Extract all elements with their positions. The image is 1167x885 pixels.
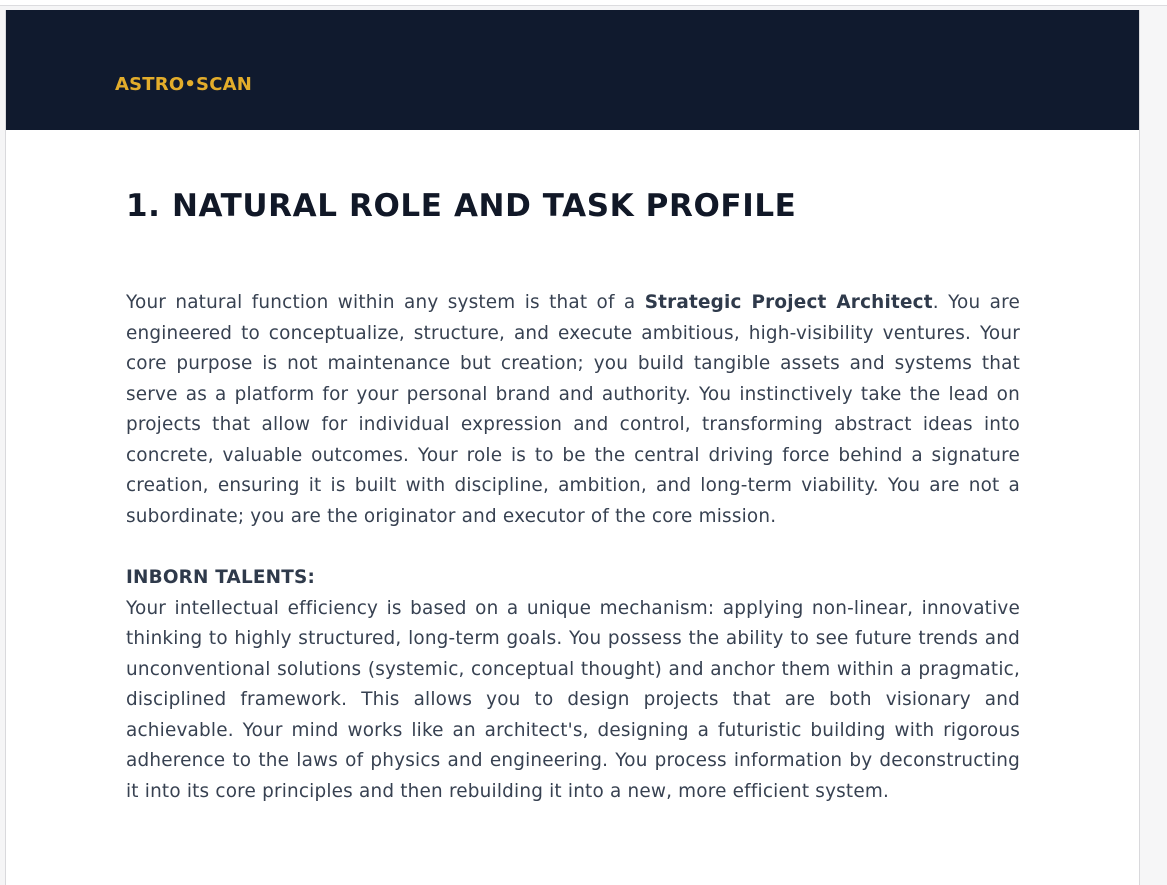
report-header: [6, 10, 1139, 130]
talents-heading: INBORN TALENTS:: [126, 567, 316, 588]
section-title: 1. NATURAL ROLE AND TASK PROFILE: [126, 188, 797, 224]
top-border: [0, 0, 1167, 6]
brand-logo-text: ASTRO•SCAN: [115, 74, 253, 95]
section-content: [126, 186, 1020, 807]
document-page: [5, 10, 1140, 885]
scrollbar-gutter[interactable]: [1140, 6, 1167, 885]
talents-paragraph: Your intellectual efficiency is based on a unique mechanism: applying non-linear, innovative thinking to highly structured, long-term goals. You possess the ability to see future trends and unconventional solutions (systemic, conceptual thought) and anchor them within a pragmatic, disciplined framework. This allows you to design projects that are both visionary and achievable. Your mind works like an architect's, designing a futuristic building with rigorous adherence to the laws of physics and engineering. You process information by deconstructing it into its core principles and then rebuilding it into a new, more efficient system.: [126, 597, 1020, 802]
role-emphasis: Strategic Project Architect: [644, 292, 933, 313]
intro-text-rest: . You are engineered to conceptualize, structure, and execute ambitious, high-visibility ventures. Your core purpose is not maintenance but creation; you build tangible assets and systems that serve as a platform for your personal brand and authority. You instinctively take the lead on projects that allow for individual expression and control, transforming abstract ideas into concrete, valuable outcomes. Your role is to be the central driving force behind a signature creation, ensuring it is built with discipline, ambition, and long-term viability. You are not a subordinate; you are the originator and executor of the core mission.: [126, 292, 1020, 527]
intro-text-start: Your natural function within any system is that of a: [126, 292, 645, 313]
intro-paragraph: [126, 288, 1020, 532]
